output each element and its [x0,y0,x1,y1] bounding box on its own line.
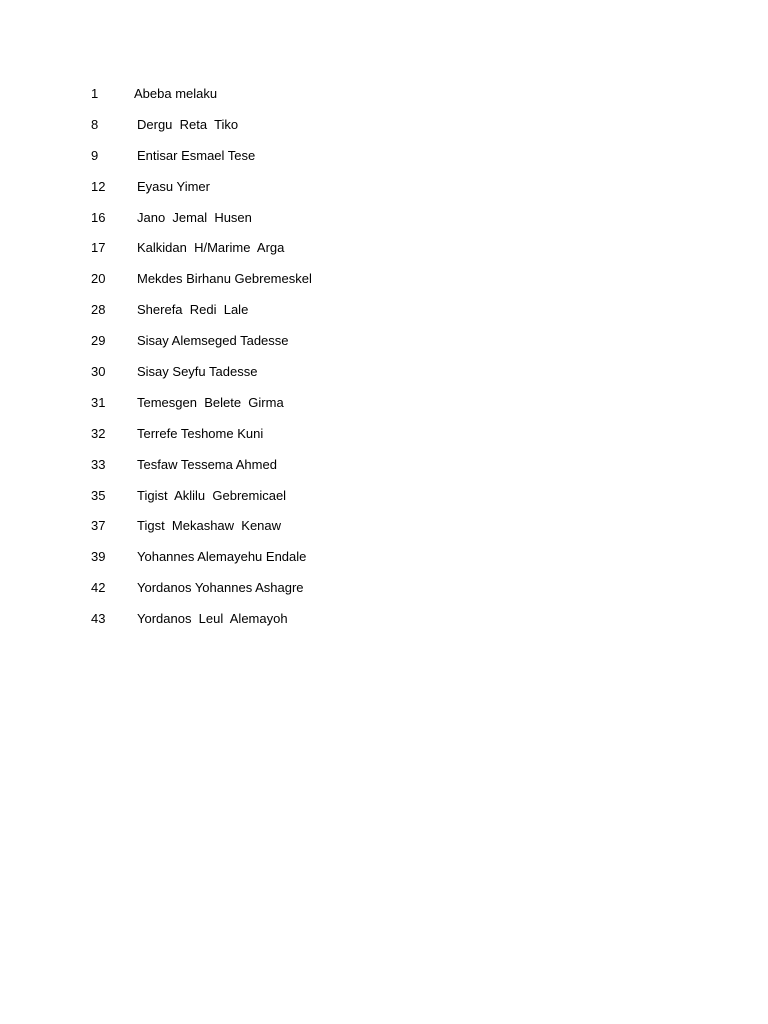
list-item [91,271,312,302]
entry-name: Eyasu Yimer [137,178,210,194]
entry-name: Sisay Seyfu Tadesse [137,364,258,380]
entry-name: Tigist Aklilu Gebremicael [137,487,287,503]
entry-name: Abeba melaku [134,86,218,101]
list-item [91,333,289,364]
name-list [91,86,312,642]
entry-number: 28 [91,302,106,318]
list-item [91,86,218,117]
list-item [91,394,284,426]
list-item [91,364,258,395]
entry-name: Temesgen Belete Girma [137,394,284,410]
entry-name: Tesfaw Tessema Ahmed [137,456,277,472]
entry-name: Terrefe Teshome Kuni [137,425,264,441]
entry-name: Yordanos Yohannes Ashagre [137,580,304,596]
entry-name: Jano Jemal Husen [137,209,252,225]
entry-number: 17 [91,240,106,256]
list-item [91,178,210,210]
list-item [91,549,307,580]
list-item [91,302,249,333]
entry-number: 33 [91,456,106,472]
entry-name: Sherefa Redi Lale [137,302,249,318]
entry-number: 32 [91,425,106,441]
entry-number: 12 [91,178,106,194]
entry-name: Yohannes Alemayehu Endale [137,549,307,565]
entry-number: 30 [91,364,106,380]
entry-name: Kalkidan H/Marime Arga [137,240,285,256]
list-item [91,209,252,241]
entry-name: Sisay Alemseged Tadesse [137,333,289,349]
entry-number: 20 [91,271,106,287]
entry-name: Entisar Esmael Tese [137,147,256,163]
list-item [91,580,304,611]
list-item [91,147,256,179]
entry-name: Dergu Reta Tiko [137,116,239,132]
entry-name: Yordanos Leul Alemayoh [137,611,288,627]
entry-number: 37 [91,518,106,534]
list-item [91,518,282,549]
entry-number: 42 [91,580,106,596]
entry-number: 8 [91,116,99,132]
list-item [91,611,288,642]
entry-number: 39 [91,549,106,565]
list-item [91,487,287,519]
list-item [91,240,285,271]
list-item [91,425,264,457]
entry-name: Mekdes Birhanu Gebremeskel [137,271,312,287]
entry-number: 31 [91,394,106,410]
entry-number: 29 [91,333,106,349]
list-item [91,456,277,488]
entry-number: 1 [91,86,99,101]
entry-number: 9 [91,147,99,163]
entry-number: 35 [91,487,106,503]
entry-number: 43 [91,611,106,627]
list-item [91,116,239,148]
entry-name: Tigst Mekashaw Kenaw [137,518,282,534]
entry-number: 16 [91,209,106,225]
